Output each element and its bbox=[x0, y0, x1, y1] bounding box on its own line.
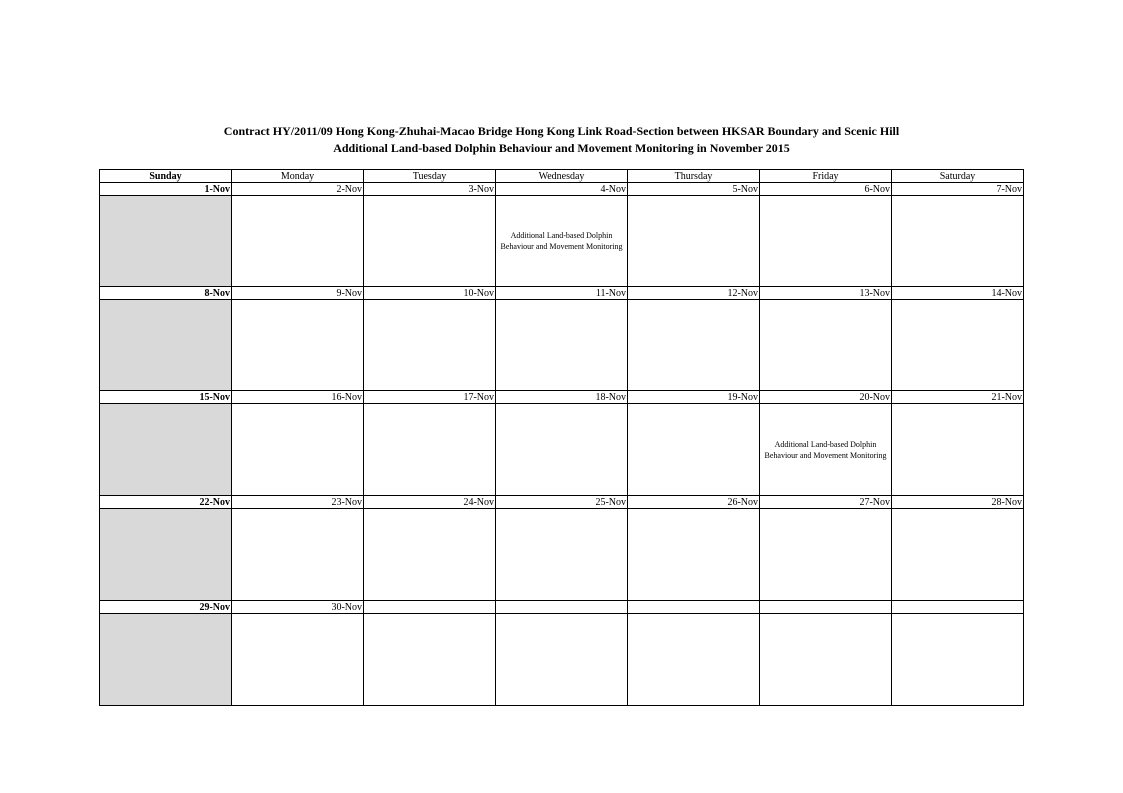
day-cell bbox=[232, 300, 364, 391]
day-cell bbox=[496, 300, 628, 391]
day-cell bbox=[892, 509, 1024, 601]
day-cell bbox=[760, 404, 892, 496]
day-cell bbox=[892, 196, 1024, 287]
day-cell bbox=[628, 300, 760, 391]
day-cell bbox=[364, 196, 496, 287]
date-cell: 14-Nov bbox=[892, 287, 1024, 300]
day-cell bbox=[232, 509, 364, 601]
date-cell: 21-Nov bbox=[892, 391, 1024, 404]
day-cell bbox=[628, 614, 760, 706]
day-cell bbox=[496, 509, 628, 601]
day-cell bbox=[364, 300, 496, 391]
day-cell bbox=[100, 300, 232, 391]
date-cell: 12-Nov bbox=[628, 287, 760, 300]
document-subtitle: Additional Land-based Dolphin Behaviour and Movement Monitoring in November 2015 bbox=[333, 141, 790, 155]
date-cell: 27-Nov bbox=[760, 496, 892, 509]
weekday-header-monday: Monday bbox=[232, 170, 364, 183]
date-cell: 19-Nov bbox=[628, 391, 760, 404]
date-cell: 9-Nov bbox=[232, 287, 364, 300]
date-cell: 28-Nov bbox=[892, 496, 1024, 509]
weekday-header-thursday: Thursday bbox=[628, 170, 760, 183]
day-cell bbox=[232, 404, 364, 496]
day-cell bbox=[232, 196, 364, 287]
day-cell bbox=[628, 196, 760, 287]
date-cell: 20-Nov bbox=[760, 391, 892, 404]
date-cell: 11-Nov bbox=[496, 287, 628, 300]
week-1-date-row bbox=[100, 183, 1024, 196]
day-cell bbox=[892, 614, 1024, 706]
calendar-table bbox=[99, 169, 1024, 706]
date-cell: 18-Nov bbox=[496, 391, 628, 404]
week-2-date-row bbox=[100, 287, 1024, 300]
date-cell: 26-Nov bbox=[628, 496, 760, 509]
weekday-header-sunday: Sunday bbox=[100, 170, 232, 183]
date-cell: 10-Nov bbox=[364, 287, 496, 300]
date-cell bbox=[628, 601, 760, 614]
day-cell bbox=[496, 614, 628, 706]
weekday-header-friday: Friday bbox=[760, 170, 892, 183]
date-cell: 7-Nov bbox=[892, 183, 1024, 196]
date-cell: 30-Nov bbox=[232, 601, 364, 614]
date-cell bbox=[892, 601, 1024, 614]
day-cell bbox=[364, 509, 496, 601]
week-4-body-row bbox=[100, 509, 1024, 601]
day-cell bbox=[892, 404, 1024, 496]
day-cell bbox=[496, 404, 628, 496]
weekday-header-tuesday: Tuesday bbox=[364, 170, 496, 183]
day-cell bbox=[628, 509, 760, 601]
date-cell: 24-Nov bbox=[364, 496, 496, 509]
day-cell bbox=[628, 404, 760, 496]
date-cell: 1-Nov bbox=[100, 183, 232, 196]
event-entry: Additional Land-based Dolphin Behaviour and Movement Monitoring bbox=[500, 231, 623, 251]
day-cell bbox=[760, 614, 892, 706]
event-entry: Additional Land-based Dolphin Behaviour and Movement Monitoring bbox=[764, 439, 887, 460]
week-2-body-row bbox=[100, 300, 1024, 391]
week-4-date-row bbox=[100, 496, 1024, 509]
week-3-date-row bbox=[100, 391, 1024, 404]
week-3-body-row bbox=[100, 404, 1024, 496]
date-cell: 25-Nov bbox=[496, 496, 628, 509]
date-cell: 4-Nov bbox=[496, 183, 628, 196]
date-cell: 13-Nov bbox=[760, 287, 892, 300]
date-cell: 3-Nov bbox=[364, 183, 496, 196]
day-cell bbox=[100, 404, 232, 496]
date-cell bbox=[496, 601, 628, 614]
day-cell bbox=[760, 196, 892, 287]
date-cell: 22-Nov bbox=[100, 496, 232, 509]
date-cell bbox=[760, 601, 892, 614]
document-title: Contract HY/2011/09 Hong Kong-Zhuhai-Macao Bridge Hong Kong Link Road-Section between HKSAR Boundary and Scenic Hill bbox=[223, 124, 900, 138]
day-cell bbox=[100, 509, 232, 601]
weekday-header-saturday: Saturday bbox=[892, 170, 1024, 183]
date-cell: 5-Nov bbox=[628, 183, 760, 196]
day-cell bbox=[100, 614, 232, 706]
date-cell: 29-Nov bbox=[100, 601, 232, 614]
day-cell bbox=[892, 300, 1024, 391]
date-cell: 2-Nov bbox=[232, 183, 364, 196]
day-cell bbox=[364, 404, 496, 496]
weekday-header-wednesday: Wednesday bbox=[496, 170, 628, 183]
date-cell: 8-Nov bbox=[100, 287, 232, 300]
day-cell bbox=[760, 509, 892, 601]
date-cell: 16-Nov bbox=[232, 391, 364, 404]
weekday-header-row bbox=[100, 170, 1024, 183]
day-cell bbox=[100, 196, 232, 287]
date-cell: 17-Nov bbox=[364, 391, 496, 404]
date-cell: 15-Nov bbox=[100, 391, 232, 404]
week-1-body-row bbox=[100, 196, 1024, 287]
day-cell bbox=[496, 196, 628, 287]
day-cell bbox=[760, 300, 892, 391]
date-cell bbox=[364, 601, 496, 614]
day-cell bbox=[232, 614, 364, 706]
week-5-date-row bbox=[100, 601, 1024, 614]
day-cell bbox=[364, 614, 496, 706]
date-cell: 23-Nov bbox=[232, 496, 364, 509]
date-cell: 6-Nov bbox=[760, 183, 892, 196]
week-5-body-row bbox=[100, 614, 1024, 706]
